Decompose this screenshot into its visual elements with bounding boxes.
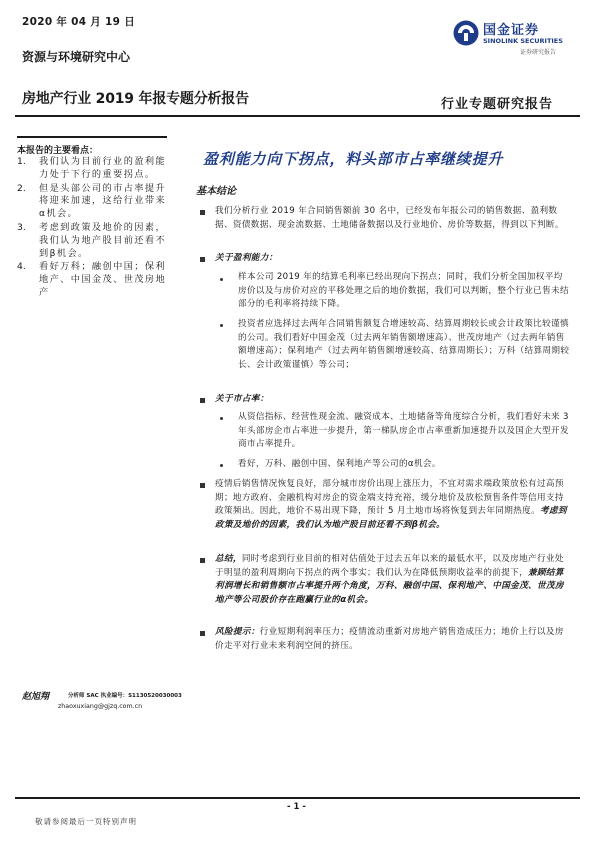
sidebar-heading: 本报告的主要看点： — [17, 146, 99, 156]
list-item: 1. 我们认为目前行业的盈利能力处于下行的重要拐点。 — [17, 156, 167, 180]
brand-name-cn: 国金证券 — [483, 23, 540, 38]
paragraph-share-2: 看好，万科、融创中国、保利地产等公司的α机会。 — [238, 459, 441, 469]
square-bullet-icon — [200, 483, 205, 488]
list-item: 4. 看好万科；融创中国；保利地产、中国金茂、世茂房地产 — [17, 261, 167, 298]
dot-bullet-icon — [220, 324, 223, 327]
brand-name-en: SINOLINK SECURITIES — [483, 37, 563, 45]
square-bullet-icon — [200, 558, 205, 563]
footer-disclaimer: 敬请参阅最后一页特别声明 — [35, 817, 137, 826]
paragraph-risk: 风险提示：行业短期利润率压力；疫情流动重新对房地产销售造成压力；地价上行以及房价走平对行业未来利润空间的挤压。 — [215, 627, 564, 651]
square-bullet-icon — [200, 210, 205, 215]
author-email[interactable]: zhaoxuxiang@gjzq.com.cn — [58, 703, 143, 710]
report-date: 2020 年 04 月 19 日 — [22, 16, 136, 28]
list-item: 3. 考虑到政策及地价的因素，我们认为地产股目前还看不到β机会。 — [17, 221, 167, 259]
sidebar-highlights — [17, 156, 167, 301]
author-name: 赵旭翔 — [22, 692, 50, 702]
paragraph-share-1: 从资信指标、经营性现金流、融资成本、土地储备等角度综合分析，我们看好未来 3 年头部房企市占率进一步提升，第一梯队房企市占率重新加速提升以及国企大型开发商市占率提升。 — [238, 412, 569, 449]
page-number: - 1 - — [287, 802, 306, 812]
list-item: 2. 但是头部公司的市占率提升将迎来加速，这给行业带来α机会。 — [17, 182, 167, 220]
label-market-share: 关于市占率： — [215, 394, 269, 404]
sidebar-top-divider — [17, 136, 167, 138]
paragraph-policy: 疫情后销售情况恢复良好，部分城市房价出现上涨压力，不宜对需求端政策放松有过高预期；地方政府、金融机构对房企的资金端支持充裕，缓分地价及放松预售条件等信用支持政策频出。因此，地价不易出现下降，预计 5 月土地市场将恢复到去年同期热度。考虑到政策及地价的因素，我们认为地产股目前还看不到β机会。 — [215, 479, 567, 530]
paragraph-summary: 总结，同时考虑到行业目前的相对估值处于过去五年以来的最低水平，以及房地产行业处于明显的盈利周期向下拐点的两个事实；我们认为在降低预期收益率的前提下，兼顾结算利润增长和销售额市占率提升两个角度，万科、融创中国、保利地产、中国金茂、世茂房地产等公司股价存在跑赢行业的α机会。 — [215, 554, 564, 605]
header-divider — [15, 115, 580, 117]
paragraph-profit-2: 投资者应选择过去两年合同销售额复合增速较高、结算周期较长或会计政策比较谨慎的公司。我们看好中国金茂（过去两年销售额增速高）、世茂房地产（过去两年销售额增速高）；保利地产（过去两年销售额增速较高、结算周期长）；万科（结算周期较长、会计政策谨慎）等公司； — [238, 319, 570, 370]
square-bullet-icon — [200, 398, 205, 403]
paragraph-overview: 我们分析行业 2019 年合同销售额前 30 名中，已经发布年报公司的销售数据、盈利数据、资债数据、现金流数据、土地储备数据以及行业地价、房价等数据，得到以下判断。 — [215, 206, 564, 230]
main-title: 盈利能力向下拐点，料头部市占率继续提升 — [203, 150, 504, 168]
paragraph-profit-1: 样本公司 2019 年的结算毛利率已经出现向下拐点；同时，我们分析全国加权平均房价以及与房价对应的平移处理之后的地价数据，我们可以判断，整个行业已售未结部分的毛利率将持续下降。 — [238, 272, 569, 309]
logo-mark-icon — [453, 20, 479, 46]
section-title: 基本结论 — [196, 186, 236, 197]
author-cert: 分析师 SAC 执业编号：S1130520030003 — [68, 693, 182, 699]
research-center: 资源与环境研究中心 — [22, 50, 131, 64]
brand-tagline: 证券研究报告 — [520, 49, 557, 56]
dot-bullet-icon — [220, 278, 223, 281]
label-profitability: 关于盈利能力： — [215, 253, 278, 263]
report-title: 房地产行业 2019 年报专题分析报告 — [22, 91, 249, 107]
report-type: 行业专题研究报告 — [441, 97, 554, 112]
square-bullet-icon — [200, 631, 205, 636]
dot-bullet-icon — [220, 417, 223, 420]
footer-divider — [15, 797, 580, 799]
square-bullet-icon — [200, 257, 205, 262]
dot-bullet-icon — [220, 464, 223, 467]
